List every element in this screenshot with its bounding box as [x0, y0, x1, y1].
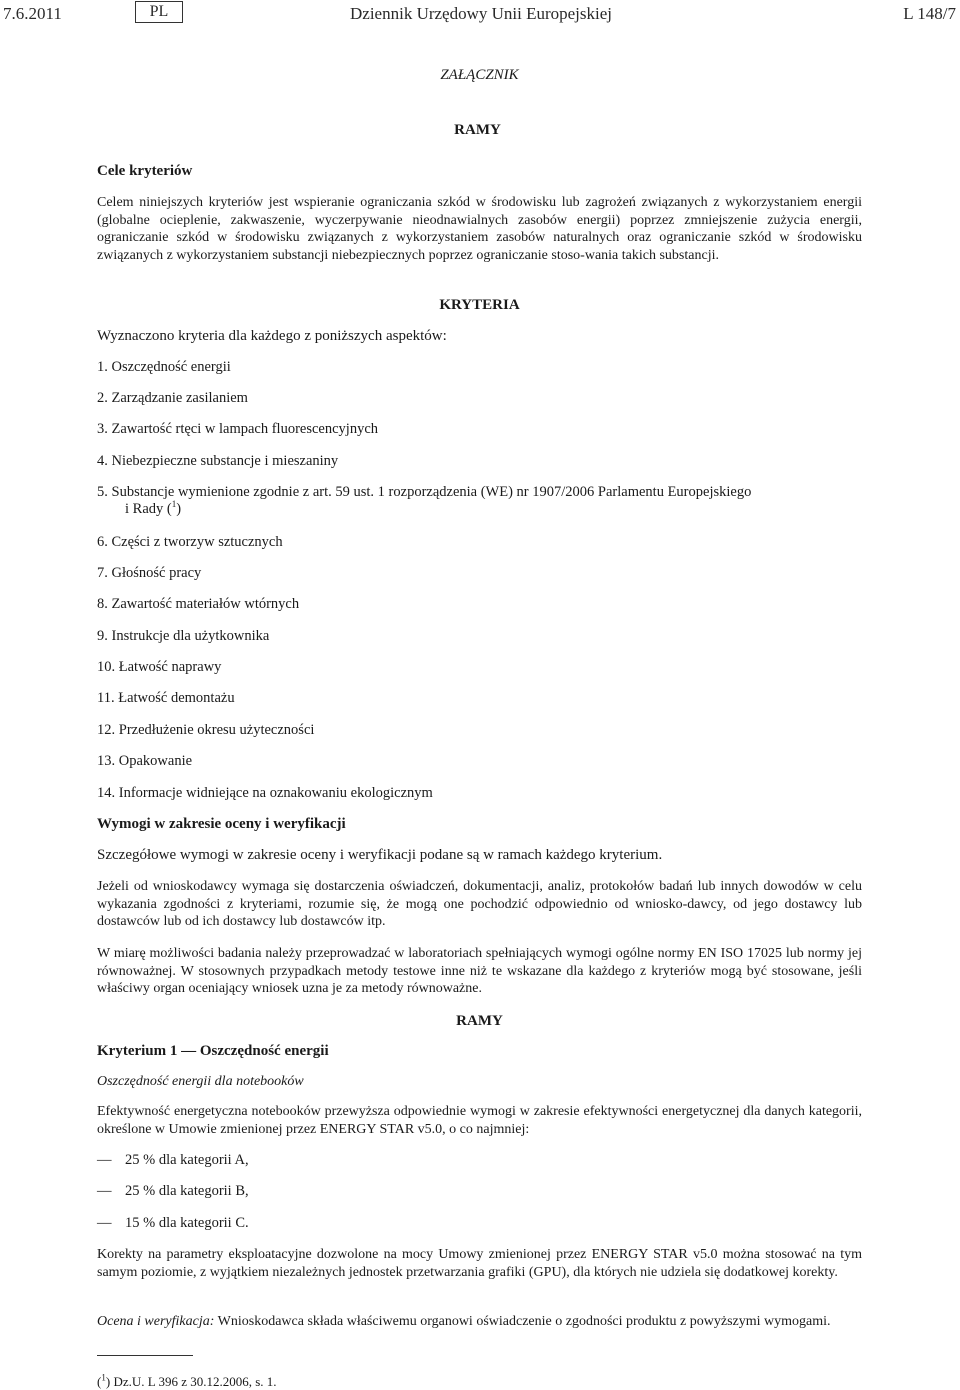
bullet-text: 15 % dla kategorii C. — [125, 1215, 249, 1231]
page-number: L 148/7 — [903, 4, 956, 23]
criteria-item-9: 9. Instrukcje dla użytkownika — [97, 628, 270, 644]
framework-heading-2: RAMY — [456, 1013, 503, 1029]
footnote-marker: 1 — [101, 1372, 106, 1383]
criterion1-subheading: Oszczędność energii dla notebooków — [97, 1074, 304, 1089]
criteria-item-4: 4. Niebezpieczne substancje i mieszaniny — [97, 453, 339, 469]
criteria-item-6: 6. Części z tworzyw sztucznych — [97, 534, 283, 550]
criteria-item-12: 12. Przedłużenie okresu użyteczności — [97, 722, 315, 738]
verification — [97, 1313, 862, 1331]
criteria-item-10: 10. Łatwość naprawy — [97, 659, 222, 675]
criteria-item-11: 11. Łatwość demontażu — [97, 690, 235, 706]
criterion1-p2: Korekty na parametry eksploatacyjne dozwolone na mocy Umowy zmienionej przez ENERGY STAR v5.0 można stosować na tym samym poziomie, z wyjątkiem niezależnych jednostek przetwarzania grafiki (GPU), dla których nie udziela się dodatkowej korekty. — [97, 1247, 862, 1280]
criteria-item-5: 5. Substancje wymienione zgodnie z art. 59 ust. 1 rozporządzenia (WE) nr 1907/2006 Parlamentu Europejskiego — [97, 484, 752, 500]
framework-heading — [97, 122, 862, 140]
criteria-item-1: 1. Oszczędność energii — [97, 359, 231, 375]
criteria-item-5-cont-text: i Rady ( — [125, 501, 172, 517]
criteria-item-7: 7. Głośność pracy — [97, 565, 202, 581]
dash-marker: — — [97, 1183, 112, 1199]
dash-marker: — — [97, 1215, 112, 1231]
footnote-text: Dz.U. L 396 z 30.12.2006, s. 1. — [110, 1374, 277, 1389]
assessment-p1: Szczegółowe wymogi w zakresie oceny i weryfikacji podane są w ramach każdego kryterium. — [97, 847, 663, 863]
bullet-text: 25 % dla kategorii B, — [125, 1183, 249, 1199]
criterion1-p1: Efektywność energetyczna notebooków przewyższa odpowiednie wymogi w zakresie efektywności energetycznej dla danych kategorii, określone w Umowie zmienionej przez ENERGY STAR v5.0, o co najmniej: — [97, 1104, 862, 1137]
criteria-intro: Wyznaczono kryteria dla każdego z poniższych aspektów: — [97, 328, 447, 344]
assessment-p2: Jeżeli od wnioskodawcy wymaga się dostarczenia oświadczeń, dokumentacji, analiz, protokołów badań lub innych dowodów w celu wykazania zgodności z kryteriami, rozumie się, że mogą one pochodzić odpowiednio od wniosko-dawcy, od jego dostawcy lub dostawców lub od ich dostawcy lub dostawców itp. — [97, 879, 862, 929]
footnote: ($^1$) Dz.U. L 396 z 30.12.2006, s. 1. — [97, 1372, 277, 1389]
criteria-item-5-cont — [125, 501, 825, 519]
bullet-text: 25 % dla kategorii A, — [125, 1152, 249, 1168]
footnote-divider — [97, 1355, 193, 1356]
criteria-item-2: 2. Zarządzanie zasilaniem — [97, 390, 248, 406]
assessment-heading: Wymogi w zakresie oceny i weryfikacji — [97, 816, 346, 832]
criterion1-bullet-3 — [97, 1215, 862, 1233]
criteria-item-13: 13. Opakowanie — [97, 753, 193, 769]
dash-marker: — — [97, 1152, 112, 1168]
criteria-item-14: 14. Informacje widniejące na oznakowaniu ekologicznym — [97, 785, 433, 801]
page-header — [0, 0, 960, 30]
criterion1-bullet-1 — [97, 1152, 862, 1170]
language-badge: PL — [135, 1, 183, 23]
assessment-p3: W miarę możliwości badania należy przeprowadzać w laboratoriach spełniających wymogi ogólne normy EN ISO 17025 lub normy jej równoważnej. W stosownych przypadkach metody testowe inne niż te wskazane dla każdego z kryteriów mogą być stosowane, jeśli właściwy organ oceniający wniosek uzna je za metody równoważne. — [97, 946, 862, 996]
criterion1-heading: Kryterium 1 — Oszczędność energii — [97, 1043, 329, 1059]
publication-date: 7.6.2011 — [3, 4, 62, 23]
journal-title: Dziennik Urzędowy Unii Europejskiej — [350, 4, 613, 23]
annex-title: ZAŁĄCZNIK — [440, 67, 519, 83]
objectives-heading: Cele kryteriów — [97, 163, 193, 179]
framework-heading-text: RAMY — [454, 122, 501, 138]
objectives-text: Celem niniejszych kryteriów jest wspieranie ograniczania szkód w środowisku lub zagrożeń związanych z wykorzystaniem energii (globalne ocieplenie, zakwaszenie, wyczerpywanie nieodnawialnych zasobów energii) poprzez zmniejszenie zużycia energii, ograniczanie szkód w środowisku związanych z wykorzystaniem zasobów naturalnych oraz ograniczanie szkód w środowisku związanych z wykorzystaniem substancji niebezpiecznych poprzez ograniczanie stoso-wania takich substancji. — [97, 195, 862, 263]
footnote-ref: 1 — [171, 499, 177, 510]
verification-text: Wnioskodawca składa właściwemu organowi oświadczenie o zgodności produktu z powyższymi wymogami. — [214, 1314, 831, 1329]
criteria-item-3: 3. Zawartość rtęci w lampach fluorescencyjnych — [97, 421, 379, 437]
criteria-heading: KRYTERIA — [439, 297, 520, 313]
criteria-item-8: 8. Zawartość materiałów wtórnych — [97, 596, 300, 612]
criterion1-bullet-2 — [97, 1183, 862, 1201]
criteria-item-5-close: ) — [176, 501, 182, 517]
verification-label: Ocena i weryfikacja: — [97, 1314, 215, 1329]
